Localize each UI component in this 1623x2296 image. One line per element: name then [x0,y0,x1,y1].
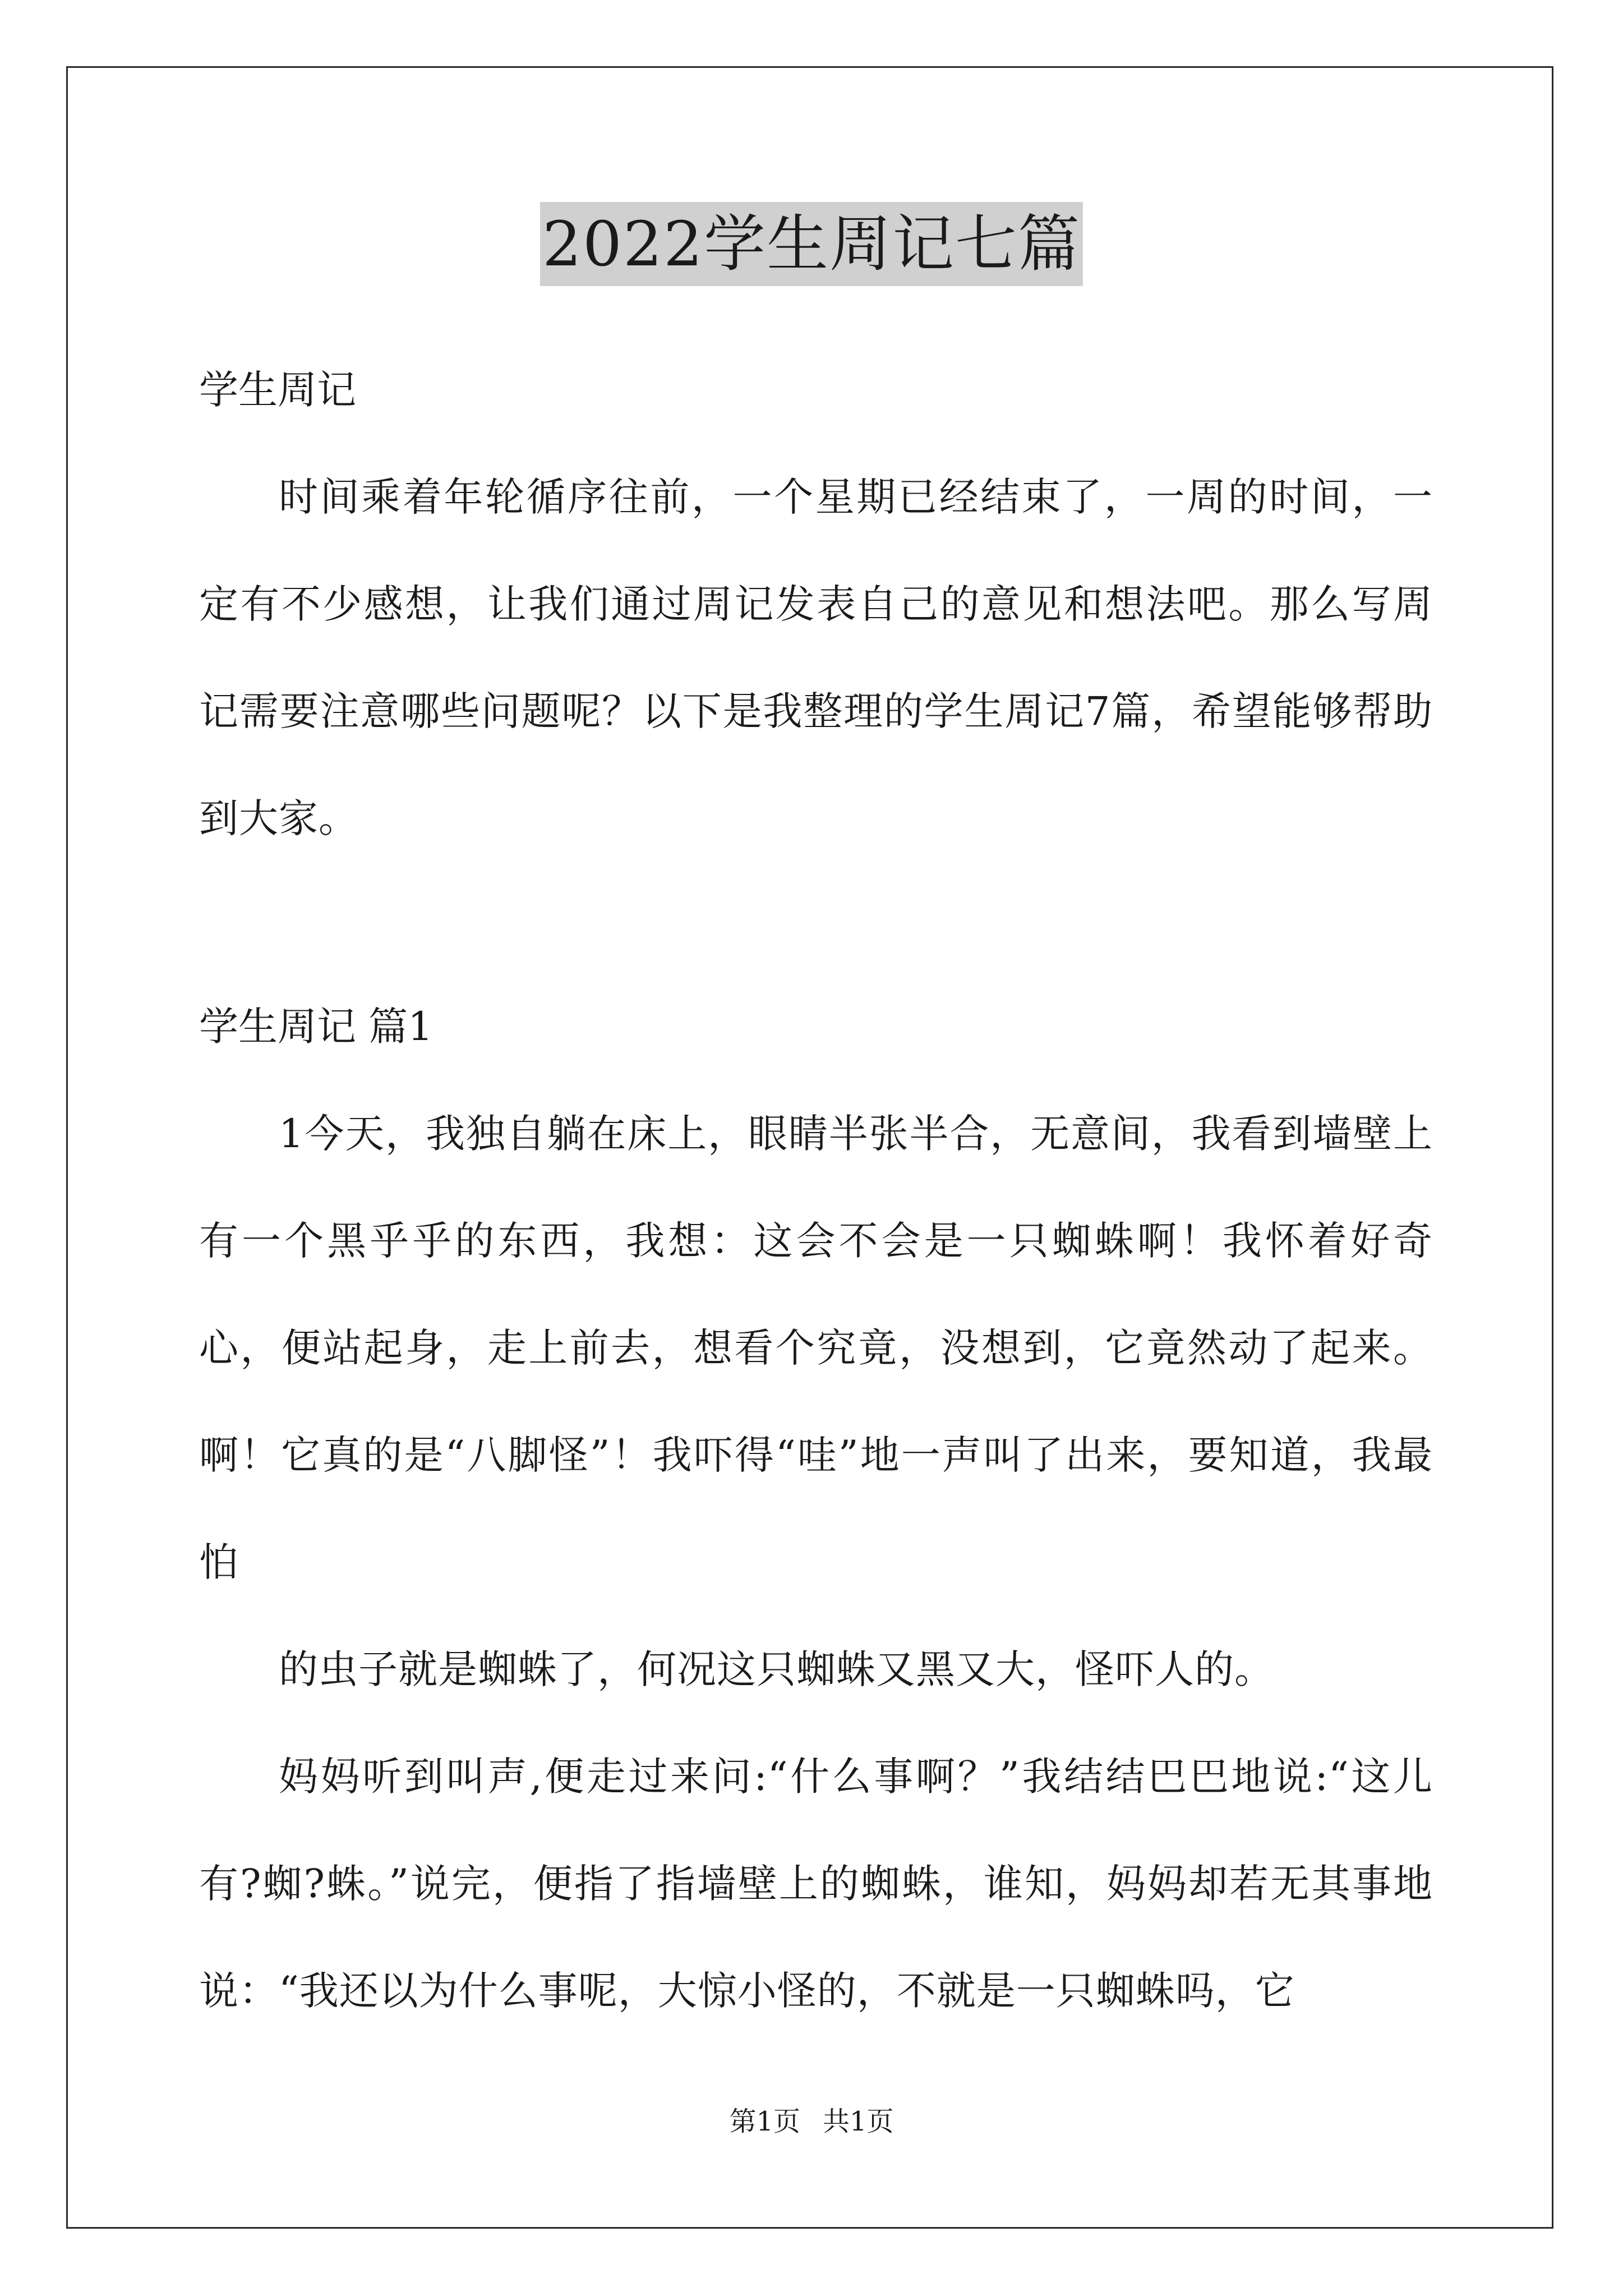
section1-heading: 学生周记 篇1 [199,1004,433,1050]
page-footer [0,2105,1623,2138]
title-container [0,202,1623,286]
document-body [199,337,1433,2045]
section1-paragraph-3: 妈妈听到叫声,便走过来问:“什么事啊？”我结结巴巴地说:“这儿有?蜘?蛛。”说完，便指了指墙壁上的蜘蛛，谁知，妈妈却若无其事地说：“我还以为什么事呢，大惊小怪的，不就是一只蜘蛛吗，它 [199,1754,1433,2014]
intro-paragraph: 时间乘着年轮循序往前，一个星期已经结束了，一周的时间，一定有不少感想，让我们通过周记发表自己的意见和想法吧。那么写周记需要注意哪些问题呢？以下是我整理的学生周记7篇，希望能够帮助到大家。 [199,474,1433,841]
section1-paragraph-1: 1今天，我独自躺在床上，眼睛半张半合，无意间，我看到墙壁上有一个黑乎乎的东西，我想：这会不会是一只蜘蛛啊！我怀着好奇心，便站起身，走上前去，想看个究竟，没想到，它竟然动了起来。啊！它真的是“八脚怪”！我吓得“哇”地一声叫了出来，要知道，我最怕 [199,1111,1433,1585]
section-spacer [199,872,1433,973]
intro-heading: 学生周记 [199,367,356,413]
section1-paragraph-2: 的虫子就是蜘蛛了，何况这只蜘蛛又黑又大，怪吓人的。 [279,1646,1274,1692]
page-total: 共1页 [823,2106,894,2137]
page-number: 第1页 [729,2106,800,2137]
document-title: 2022学生周记七篇 [540,202,1083,286]
